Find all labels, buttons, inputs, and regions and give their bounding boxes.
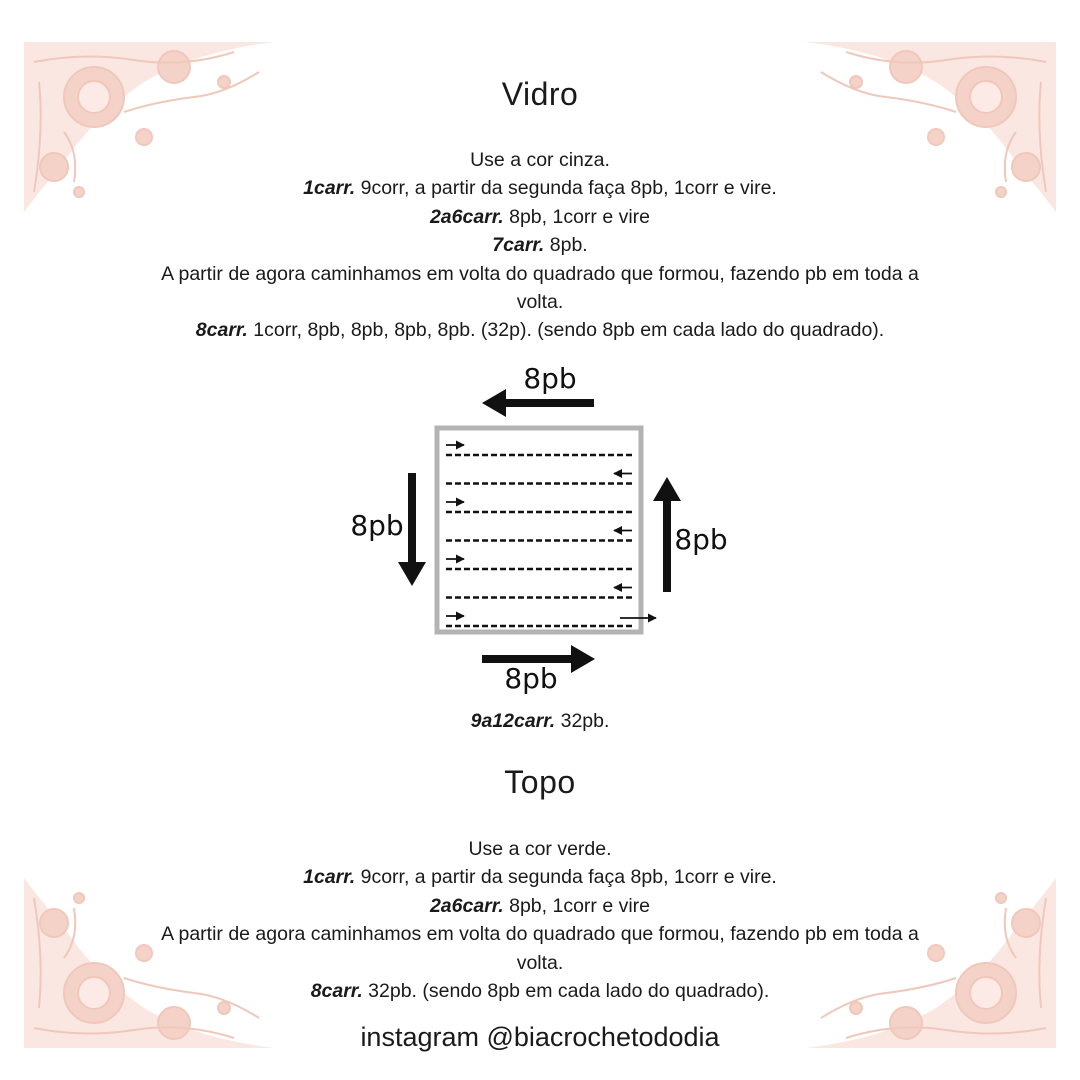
- instruction-line: [120, 863, 960, 891]
- section-title-vidro: Vidro: [501, 76, 579, 112]
- square-outline: [437, 428, 641, 632]
- right-label: 8pb: [674, 523, 728, 556]
- vidro-final-round: [120, 707, 960, 735]
- section-title-topo: Topo: [504, 764, 576, 800]
- square-diagram: [330, 360, 750, 700]
- round-label: 1carr.: [303, 177, 356, 200]
- instruction-line: [120, 288, 960, 316]
- top-label: 8pb: [523, 362, 577, 395]
- instruction-text: volta.: [516, 291, 564, 314]
- instruction-text: Use a cor verde.: [468, 838, 612, 860]
- instruction-text: 8pb, 1corr e vire: [503, 894, 651, 917]
- vidro-instructions: [120, 146, 960, 345]
- round-label: 2a6carr.: [429, 205, 504, 228]
- round-label: 8carr.: [195, 319, 248, 342]
- instruction-text: 32pb. (sendo 8pb em cada lado do quadrado).: [362, 980, 770, 1003]
- instruction-text: 8pb.: [544, 234, 588, 257]
- instruction-line: [120, 949, 960, 977]
- instruction-line: [120, 977, 960, 1005]
- instruction-line: [120, 316, 960, 344]
- instruction-line: [120, 231, 960, 259]
- instagram-handle: instagram @biacrochetododia: [360, 1022, 720, 1052]
- instruction-text: A partir de agora caminhamos em volta do quadrado que formou, fazendo pb em toda a: [161, 923, 919, 946]
- instruction-text: volta.: [516, 951, 564, 974]
- instruction-line: [120, 260, 960, 288]
- round-label: 8carr.: [310, 980, 363, 1003]
- round-label: 1carr.: [303, 866, 356, 889]
- topo-instructions: [120, 835, 960, 1005]
- instruction-text: 8pb, 1corr e vire: [503, 205, 651, 228]
- instruction-text: 9corr, a partir da segunda faça 8pb, 1corr e vire.: [355, 866, 777, 889]
- bottom-label: 8pb: [504, 662, 558, 695]
- left-label: 8pb: [350, 509, 404, 542]
- round-label: 2a6carr.: [429, 894, 504, 917]
- instruction-line: [120, 920, 960, 948]
- instruction-text: 9corr, a partir da segunda faça 8pb, 1corr e vire.: [355, 177, 777, 200]
- round-label: 9a12carr.: [470, 710, 556, 732]
- row-lines: [446, 445, 656, 626]
- instruction-line: [120, 835, 960, 863]
- round-text: 32pb.: [555, 710, 610, 732]
- round-label: 7carr.: [492, 234, 545, 257]
- instruction-line: [120, 203, 960, 231]
- instruction-line: [120, 146, 960, 174]
- instruction-text: 1corr, 8pb, 8pb, 8pb, 8pb. (32p). (sendo 8pb em cada lado do quadrado).: [247, 319, 885, 342]
- instruction-text: A partir de agora caminhamos em volta do quadrado que formou, fazendo pb em toda a: [161, 262, 919, 285]
- instruction-text: Use a cor cinza.: [470, 149, 610, 171]
- instruction-line: [120, 174, 960, 202]
- instruction-line: [120, 892, 960, 920]
